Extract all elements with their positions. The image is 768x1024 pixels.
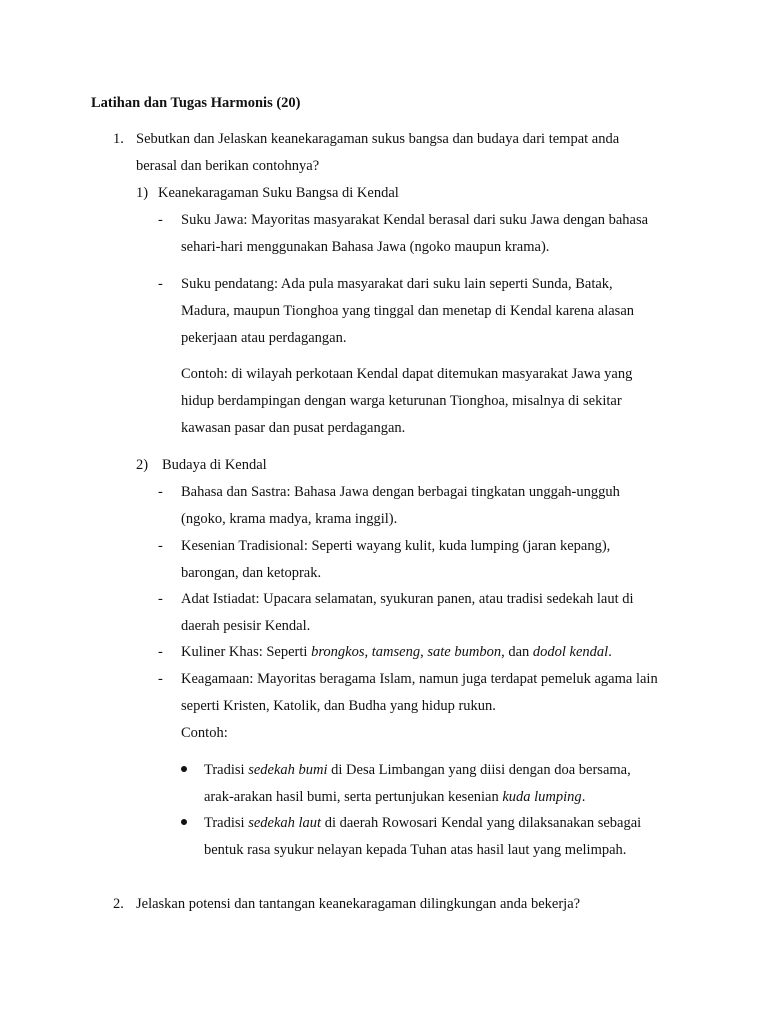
separator: , dan	[501, 644, 533, 660]
text-fragment: Tradisi	[204, 762, 249, 778]
section-1-number: 1)	[136, 185, 149, 201]
section-2-item-5-line-1: Keagamaan: Mayoritas beragama Islam, namun juga terdapat pemeluk agama lain	[181, 671, 658, 687]
bullet-icon	[181, 819, 187, 825]
question-2-number: 2.	[113, 896, 124, 912]
section-2-item-1-line-2: (ngoko, krama madya, krama inggil).	[181, 511, 398, 527]
section-1-item-2-line-2: Madura, maupun Tionghoa yang tinggal dan menetap di Kendal karena alasan	[181, 303, 635, 319]
section-2-item-5-line-2: seperti Kristen, Katolik, dan Budha yang hidup rukun.	[181, 698, 496, 714]
culinary-label: Kuliner Khas: Seperti	[181, 644, 312, 660]
section-2-item-4-dash: -	[158, 644, 163, 660]
document-title: Latihan dan Tugas Harmonis (20)	[91, 95, 301, 111]
section-2-item-3-line-1: Adat Istiadat: Upacara selamatan, syukuran panen, atau tradisi sedekah laut di	[181, 591, 634, 607]
section-2-example-label: Contoh:	[181, 725, 228, 741]
section-2-item-3-dash: -	[158, 591, 163, 607]
bullet-2-line-1	[204, 814, 641, 832]
section-2-heading: Budaya di Kendal	[162, 457, 267, 473]
section-2-item-5-dash: -	[158, 671, 163, 687]
text-fragment: di Desa Limbangan yang diisi dengan doa bersama,	[327, 762, 631, 778]
question-1-text-line-1: Sebutkan dan Jelaskan keanekaragaman sukus bangsa dan budaya dari tempat anda	[136, 131, 620, 147]
section-1-item-1-line-1: Suku Jawa: Mayoritas masyarakat Kendal berasal dari suku Jawa dengan bahasa	[181, 212, 649, 228]
bullet-2-line-2: bentuk rasa syukur nelayan kepada Tuhan atas hasil laut yang melimpah.	[204, 842, 627, 858]
text-fragment: Tradisi	[204, 815, 249, 831]
question-1-number: 1.	[113, 131, 124, 147]
separator: ,	[364, 644, 372, 660]
section-2-item-2-line-2: barongan, dan ketoprak.	[181, 565, 322, 581]
section-1-item-2-line-1: Suku pendatang: Ada pula masyarakat dari suku lain seperti Sunda, Batak,	[181, 276, 613, 292]
text-fragment: arak-arakan hasil bumi, serta pertunjukan kesenian	[204, 789, 503, 805]
bullet-1-line-1	[204, 761, 631, 779]
section-1-heading: Keanekaragaman Suku Bangsa di Kendal	[158, 185, 399, 201]
sedekah-bumi-term: sedekah bumi	[248, 762, 328, 778]
bullet-icon	[181, 766, 187, 772]
section-2-item-3-line-2: daerah pesisir Kendal.	[181, 618, 311, 634]
section-2-item-2-dash: -	[158, 538, 163, 554]
separator: ,	[420, 644, 428, 660]
section-2-item-4-line-1	[181, 643, 612, 661]
question-1-text-line-2: berasal dan berikan contohnya?	[136, 158, 320, 174]
section-1-item-2-dash: -	[158, 276, 163, 292]
culinary-dodol-kendal: dodol kendal	[532, 644, 609, 660]
section-2-number: 2)	[136, 457, 149, 473]
section-1-item-1-dash: -	[158, 212, 163, 228]
sedekah-laut-term: sedekah laut	[248, 815, 322, 831]
section-1-item-2-line-3: pekerjaan atau perdagangan.	[181, 330, 347, 346]
text-fragment: .	[581, 789, 586, 805]
section-1-example-line-2: hidup berdampingan dengan warga keturunan Tionghoa, misalnya di sekitar	[181, 393, 622, 409]
culinary-brongkos: brongkos	[311, 644, 365, 660]
period: .	[608, 644, 612, 660]
section-1-example-line-3: kawasan pasar dan pusat perdagangan.	[181, 420, 406, 436]
section-2-item-1-line-1: Bahasa dan Sastra: Bahasa Jawa dengan berbagai tingkatan unggah-ungguh	[181, 484, 620, 500]
question-2-text: Jelaskan potensi dan tantangan keanekaragaman dilingkungan anda bekerja?	[136, 896, 581, 912]
culinary-sate-bumbon: sate bumbon	[427, 644, 502, 660]
text-fragment: di daerah Rowosari Kendal yang dilaksanakan sebagai	[321, 815, 642, 831]
section-1-item-1-line-2: sehari-hari menggunakan Bahasa Jawa (ngoko maupun krama).	[181, 239, 550, 255]
section-2-item-2-line-1: Kesenian Tradisional: Seperti wayang kulit, kuda lumping (jaran kepang),	[181, 538, 611, 554]
bullet-1-line-2	[204, 788, 585, 806]
kuda-lumping-term: kuda lumping	[502, 789, 582, 805]
section-1-example-line-1: Contoh: di wilayah perkotaan Kendal dapat ditemukan masyarakat Jawa yang	[181, 366, 633, 382]
section-2-item-1-dash: -	[158, 484, 163, 500]
culinary-tamseng: tamseng	[371, 644, 421, 660]
